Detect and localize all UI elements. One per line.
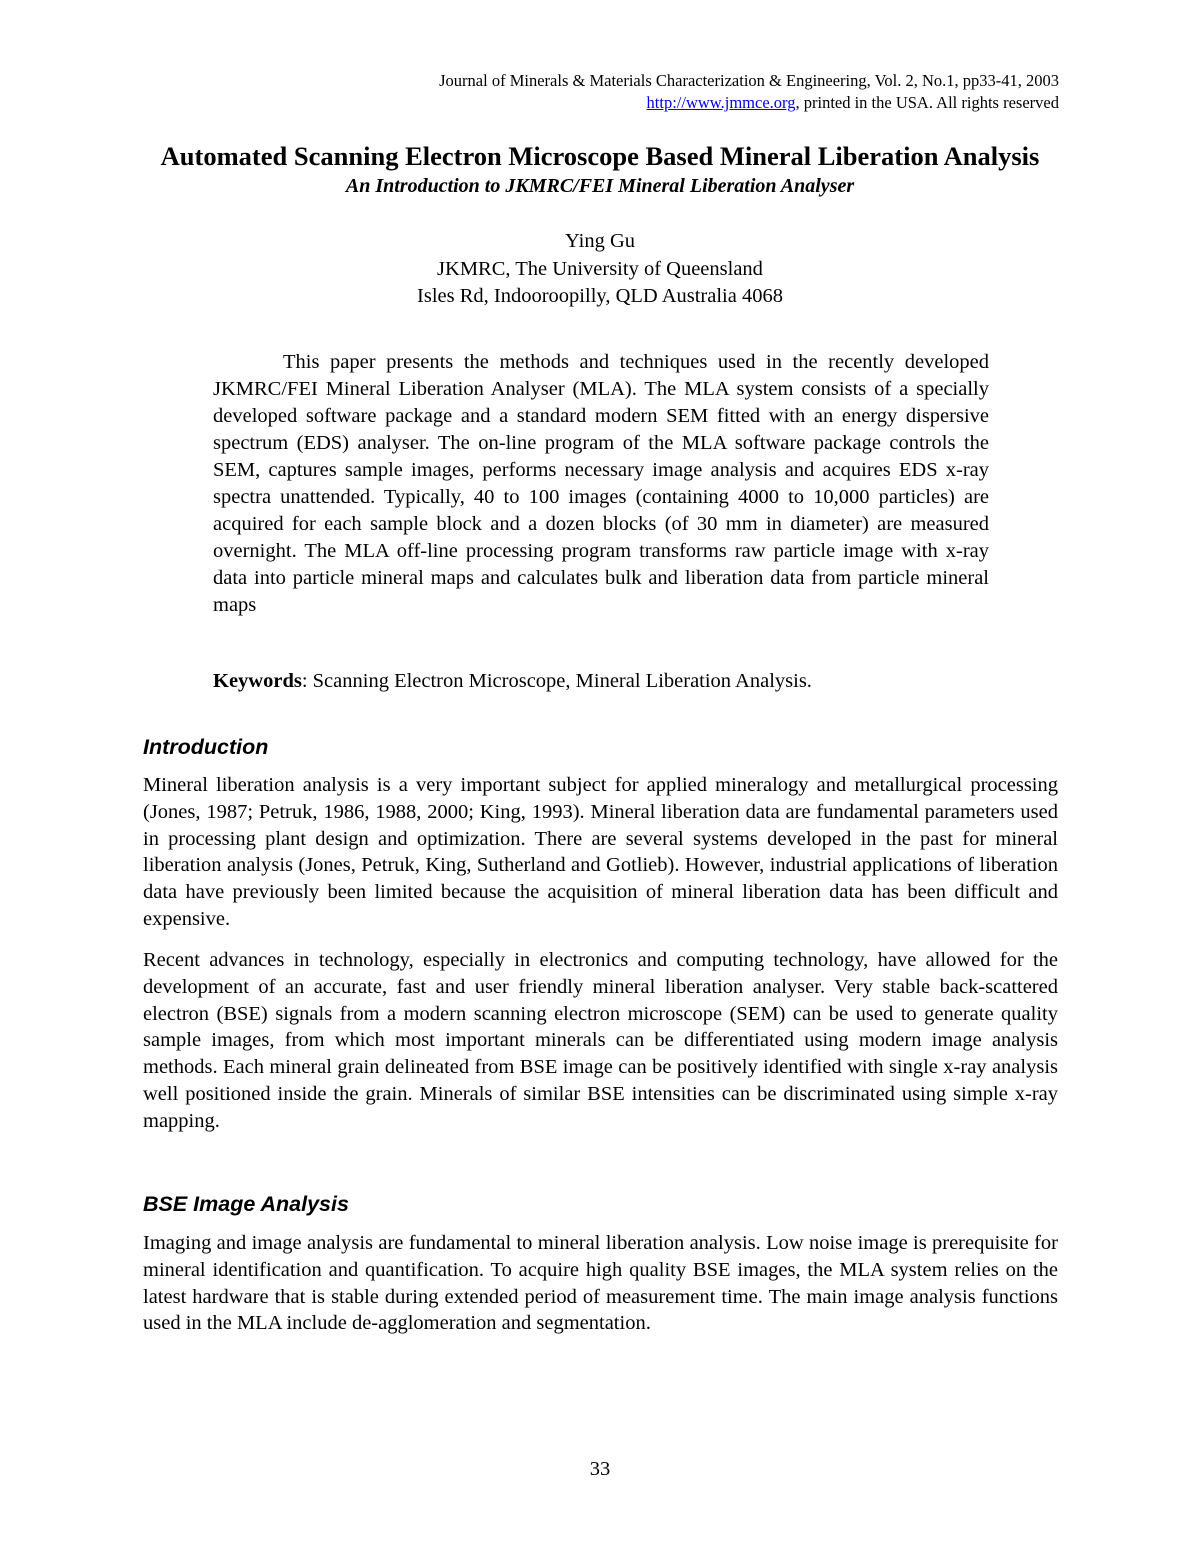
author-name: Ying Gu: [564, 230, 636, 252]
paper-title: Automated Scanning Electron Microscope Based Mineral Liberation Analysis: [160, 141, 1040, 171]
author-block: [0, 228, 1200, 311]
journal-citation: Journal of Minerals & Materials Characterization & Engineering, Vol. 2, No.1, pp33-41, 2003: [439, 71, 1059, 90]
section-heading-introduction: Introduction: [143, 735, 269, 759]
section-heading-bse-image-analysis: BSE Image Analysis: [143, 1192, 349, 1216]
journal-url-link[interactable]: http://www.jmmce.org: [646, 93, 796, 112]
keywords-label: Keywords: [213, 670, 302, 692]
journal-url-line: [439, 92, 1059, 114]
author-address: Isles Rd, Indooroopilly, QLD Australia 4068: [417, 285, 783, 307]
running-header: [439, 70, 1059, 114]
page-number: 33: [589, 1458, 611, 1480]
keywords: [213, 668, 989, 695]
rights-text: , printed in the USA. All rights reserved: [795, 93, 1059, 112]
paragraph: Imaging and image analysis are fundamental to mineral liberation analysis. Low noise image is prerequisite for mineral identification and quantification. To acquire high quality BSE images, the MLA system relies on the latest hardware that is stable during extended period of measurement time. The main image analysis functions used in the MLA include de-agglomeration and segmentation.: [143, 1232, 1058, 1335]
paragraph: Recent advances in technology, especially in electronics and computing technology, have allowed for the development of an accurate, fast and user friendly mineral liberation analyser. Very stable back-scattered electron (BSE) signals from a modern scanning electron microscope (SEM) can be used to generate quality sample images, from which most important minerals can be differentiated using modern image analysis methods. Each mineral grain delineated from BSE image can be positively identified with single x-ray analysis well positioned inside the grain. Minerals of similar BSE intensities can be discriminated using simple x-ray mapping.: [143, 949, 1058, 1132]
abstract: This paper presents the methods and techniques used in the recently developed JKMRC/FEI Mineral Liberation Analyser (MLA). The MLA system consists of a specially developed software package and a standard modern SEM fitted with an energy dispersive spectrum (EDS) analyser. The on-line program of the MLA software package controls the SEM, captures sample images, performs necessary image analysis and acquires EDS x-ray spectra unattended. Typically, 40 to 100 images (containing 4000 to 10,000 particles) are acquired for each sample block and a dozen blocks (of 30 mm in diameter) are measured overnight. The MLA off-line processing program transforms raw particle image with x-ray data into particle mineral maps and calculates bulk and liberation data from particle mineral maps: [213, 351, 989, 616]
paper-subtitle: An Introduction to JKMRC/FEI Mineral Liberation Analyser: [345, 175, 855, 197]
paragraph: Mineral liberation analysis is a very important subject for applied mineralogy and metallurgical processing (Jones, 1987; Petruk, 1986, 1988, 2000; King, 1993). Mineral liberation data are fundamental parameters used in processing plant design and optimization. There are several systems developed in the past for mineral liberation analysis (Jones, Petruk, King, Sutherland and Gotlieb). However, industrial applications of liberation data have previously been limited because the acquisition of mineral liberation data has been difficult and expensive.: [143, 774, 1058, 930]
keywords-text: : Scanning Electron Microscope, Mineral Liberation Analysis.: [301, 670, 812, 692]
title-block: [0, 139, 1200, 199]
author-affiliation: JKMRC, The University of Queensland: [437, 257, 763, 280]
